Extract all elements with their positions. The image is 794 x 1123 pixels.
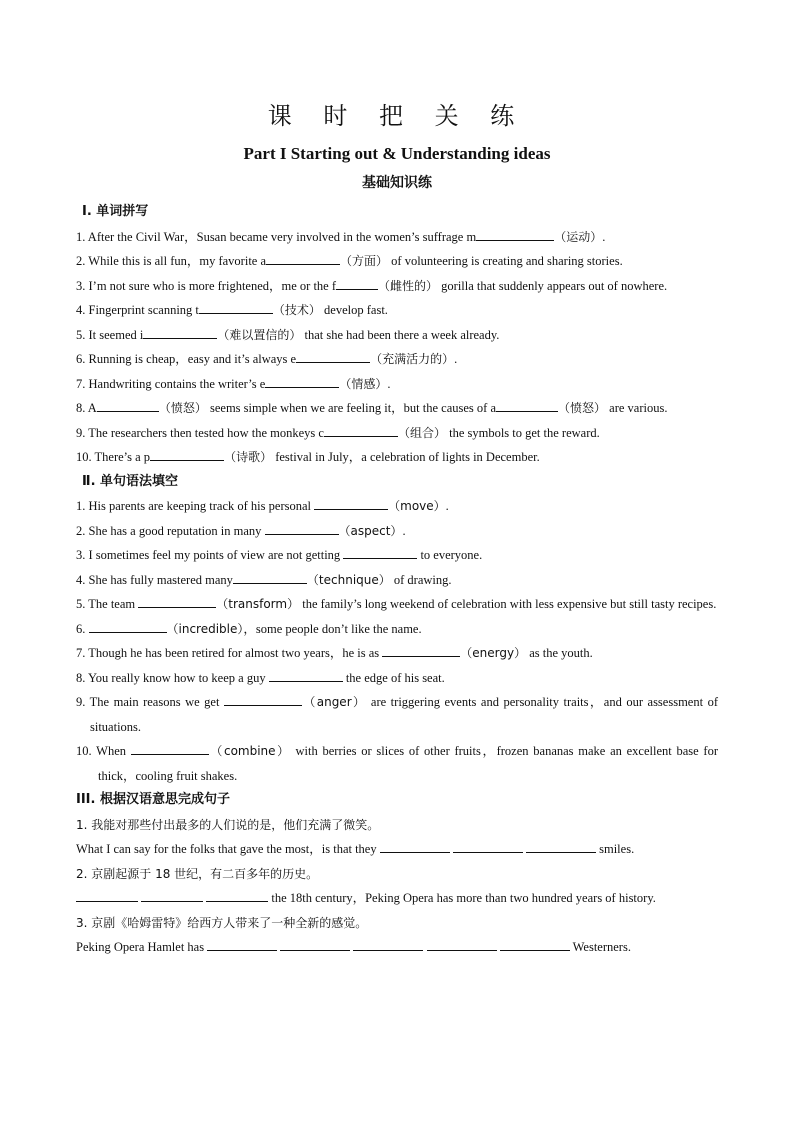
- page-title: 课 时 把 关 练: [267, 102, 527, 130]
- answer-blank[interactable]: [233, 571, 307, 584]
- s3-item-3-chinese: 3. 京剧《哈姆雷特》给西方人带来了一种全新的感觉。: [76, 915, 368, 930]
- s2-item-5: 5. The team （transform） the family’s long weekend of celebration with less expensive but still tasty recipes.: [76, 597, 717, 611]
- s1-item-5: 5. It seemed i （难以置信的） that she had been there a week already.: [76, 327, 500, 342]
- s2-item-10: 10. When （combine） with berries or slices of other fruits，frozen bananas make an excellent base for thick，cooling fruit shakes.: [76, 744, 718, 783]
- answer-blank[interactable]: [353, 938, 423, 951]
- s2-item-7: 7. Though he has been retired for almost two years，he is as （energy） as the youth.: [76, 646, 593, 660]
- answer-blank[interactable]: [141, 889, 203, 902]
- answer-blank[interactable]: [382, 644, 460, 657]
- answer-blank[interactable]: [427, 938, 497, 951]
- s1-item-7: 7. Handwriting contains the writer’s e （情感）.: [76, 376, 391, 391]
- section-2-heading: Ⅱ. 单句语法填空: [82, 473, 179, 489]
- answer-blank[interactable]: [150, 448, 224, 461]
- s3-item-2-chinese: 2. 京剧起源于 18 世纪，有二百多年的历史。: [76, 866, 319, 881]
- answer-blank[interactable]: [207, 938, 277, 951]
- answer-blank[interactable]: [131, 742, 209, 755]
- answer-blank[interactable]: [496, 399, 558, 412]
- s3-item-1-chinese: 1. 我能对那些付出最多的人们说的是，他们充满了微笑。: [76, 817, 380, 832]
- s2-item-8: 8. You really know how to keep a guy the edge of his seat.: [76, 670, 445, 685]
- answer-blank[interactable]: [266, 252, 340, 265]
- answer-blank[interactable]: [343, 546, 417, 559]
- answer-blank[interactable]: [280, 938, 350, 951]
- answer-blank[interactable]: [97, 399, 159, 412]
- s1-item-1: 1. After the Civil War，Susan became very involved in the women’s suffrage m （运动）.: [76, 229, 606, 244]
- s2-item-1: 1. His parents are keeping track of his personal （move）.: [76, 499, 449, 513]
- answer-blank[interactable]: [138, 595, 216, 608]
- s1-item-10: 10. There’s a p （诗歌） festival in July，a celebration of lights in December.: [76, 450, 540, 464]
- answer-blank[interactable]: [380, 840, 450, 853]
- s1-item-3: 3. I’m not sure who is more frightened，me or the f （雌性的） gorilla that suddenly appears out of nowhere.: [76, 278, 668, 293]
- s2-item-2: 2. She has a good reputation in many （aspect）.: [76, 523, 406, 538]
- s1-item-6: 6. Running is cheap，easy and it’s always e （充满活力的）.: [76, 352, 458, 366]
- answer-blank[interactable]: [296, 350, 370, 363]
- s1-item-9: 9. The researchers then tested how the monkeys c （组合） the symbols to get the reward.: [76, 425, 600, 440]
- s1-item-4: 4. Fingerprint scanning t （技术） develop fast.: [76, 303, 388, 317]
- answer-blank[interactable]: [453, 840, 523, 853]
- s3-item-3-english: Peking Opera Hamlet has Westerners.: [76, 940, 631, 954]
- answer-blank[interactable]: [206, 889, 268, 902]
- answer-blank[interactable]: [76, 889, 138, 902]
- answer-blank[interactable]: [265, 375, 339, 388]
- section-3-heading: III. 根据汉语意思完成句子: [76, 792, 230, 807]
- answer-blank[interactable]: [336, 277, 378, 290]
- s2-item-6: 6. （incredible），some people don’t like the name.: [76, 621, 422, 636]
- answer-blank[interactable]: [269, 669, 343, 682]
- answer-blank[interactable]: [500, 938, 570, 951]
- exercise-content: [76, 200, 718, 960]
- answer-blank[interactable]: [324, 424, 398, 437]
- answer-blank[interactable]: [476, 228, 554, 241]
- answer-blank[interactable]: [143, 326, 217, 339]
- answer-blank[interactable]: [526, 840, 596, 853]
- s3-item-2-english: the 18th century，Peking Opera has more than two hundred years of history.: [76, 886, 718, 911]
- s1-item-2: 2. While this is all fun，my favorite a （方面） of volunteering is creating and sharing stories.: [76, 254, 623, 268]
- s2-item-3: 3. I sometimes feel my points of view are not getting to everyone.: [76, 548, 483, 562]
- part-title: Part I Starting out & Understanding ideas: [243, 144, 551, 163]
- section-1-heading: Ⅰ. 单词拼写: [82, 204, 149, 219]
- answer-blank[interactable]: [265, 522, 339, 535]
- section-subtitle: 基础知识练: [362, 175, 432, 191]
- s2-item-9: 9. The main reasons we get （anger） are triggering events and personality traits，and our assessment of situations.: [76, 695, 718, 734]
- answer-blank[interactable]: [224, 693, 302, 706]
- s2-item-4: 4. She has fully mastered many （technique） of drawing.: [76, 572, 452, 587]
- answer-blank[interactable]: [89, 620, 167, 633]
- answer-blank[interactable]: [314, 497, 388, 510]
- answer-blank[interactable]: [199, 301, 273, 314]
- s1-item-8: 8. A （愤怒） seems simple when we are feeling it，but the causes of a （愤怒） are various.: [76, 401, 668, 415]
- s3-item-1-english: What I can say for the folks that gave the most，is that they smiles.: [76, 842, 635, 856]
